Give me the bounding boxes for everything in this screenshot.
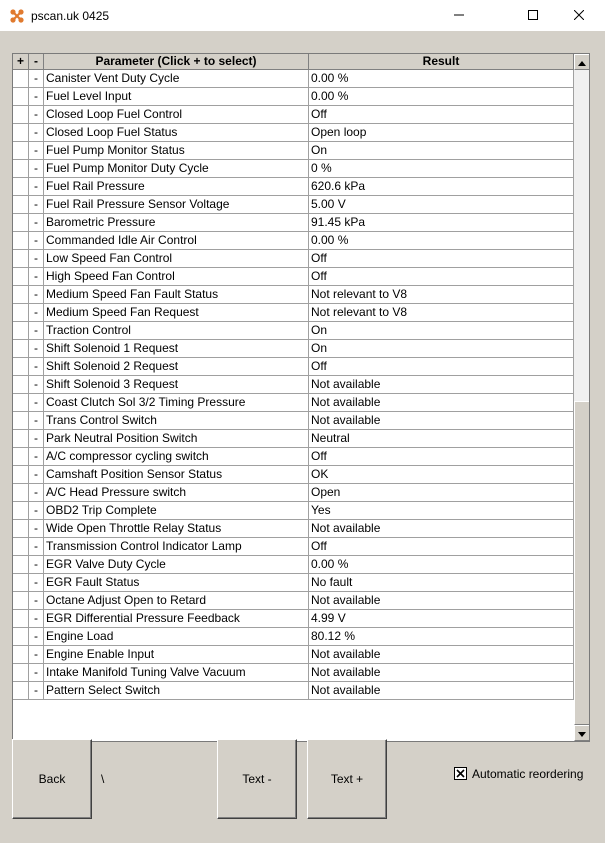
row-remove-cell[interactable]: -: [29, 358, 44, 376]
row-remove-cell[interactable]: -: [29, 412, 44, 430]
table-row[interactable]: [13, 232, 574, 250]
table-row[interactable]: [13, 70, 574, 88]
checkmark-icon: [456, 767, 465, 781]
row-select-cell[interactable]: [13, 412, 29, 430]
parameter-cell: Canister Vent Duty Cycle: [44, 70, 309, 88]
row-select-cell[interactable]: [13, 538, 29, 556]
table-row[interactable]: [13, 430, 574, 448]
result-cell: Not available: [309, 664, 574, 682]
parameter-cell: Fuel Rail Pressure: [44, 178, 309, 196]
row-remove-cell[interactable]: -: [29, 520, 44, 538]
row-select-cell[interactable]: [13, 484, 29, 502]
parameter-cell: OBD2 Trip Complete: [44, 502, 309, 520]
table-row[interactable]: [13, 646, 574, 664]
table-row[interactable]: [13, 340, 574, 358]
result-cell: Not available: [309, 520, 574, 538]
row-select-cell[interactable]: [13, 322, 29, 340]
row-remove-cell[interactable]: -: [29, 124, 44, 142]
parameter-cell: EGR Fault Status: [44, 574, 309, 592]
status-text: \: [101, 772, 105, 786]
minimize-button[interactable]: [436, 0, 482, 31]
row-select-cell[interactable]: [13, 628, 29, 646]
parameter-cell: Park Neutral Position Switch: [44, 430, 309, 448]
parameter-cell: Fuel Pump Monitor Status: [44, 142, 309, 160]
table-row[interactable]: [13, 106, 574, 124]
row-remove-cell[interactable]: -: [29, 646, 44, 664]
parameter-cell: Octane Adjust Open to Retard: [44, 592, 309, 610]
parameter-cell: Camshaft Position Sensor Status: [44, 466, 309, 484]
table-row[interactable]: [13, 358, 574, 376]
title-bar[interactable]: [0, 0, 605, 31]
close-button[interactable]: [556, 0, 602, 31]
scroll-up-arrow-icon: [578, 55, 586, 69]
result-cell: Not relevant to V8: [309, 304, 574, 322]
row-select-cell[interactable]: [13, 502, 29, 520]
table-row[interactable]: [13, 322, 574, 340]
parameter-cell: EGR Valve Duty Cycle: [44, 556, 309, 574]
row-remove-cell[interactable]: -: [29, 502, 44, 520]
result-cell: Yes: [309, 502, 574, 520]
grid-rows: [13, 70, 574, 700]
parameter-cell: A/C Head Pressure switch: [44, 484, 309, 502]
table-row[interactable]: [13, 502, 574, 520]
result-cell: On: [309, 142, 574, 160]
table-row[interactable]: [13, 574, 574, 592]
row-select-cell[interactable]: [13, 124, 29, 142]
result-cell: 0.00 %: [309, 70, 574, 88]
table-row[interactable]: [13, 214, 574, 232]
row-select-cell[interactable]: [13, 358, 29, 376]
table-row[interactable]: [13, 592, 574, 610]
row-select-cell[interactable]: [13, 682, 29, 700]
row-remove-cell[interactable]: -: [29, 682, 44, 700]
result-cell: 0 %: [309, 160, 574, 178]
parameter-cell: Shift Solenoid 3 Request: [44, 376, 309, 394]
result-cell: 4.99 V: [309, 610, 574, 628]
row-remove-cell[interactable]: -: [29, 484, 44, 502]
parameter-cell: Medium Speed Fan Request: [44, 304, 309, 322]
parameter-cell: Trans Control Switch: [44, 412, 309, 430]
result-cell: Not available: [309, 646, 574, 664]
row-select-cell[interactable]: [13, 160, 29, 178]
row-select-cell[interactable]: [13, 214, 29, 232]
row-select-cell[interactable]: [13, 574, 29, 592]
row-select-cell[interactable]: [13, 376, 29, 394]
table-row[interactable]: [13, 160, 574, 178]
result-cell: 91.45 kPa: [309, 214, 574, 232]
automatic-reordering-label[interactable]: Automatic reordering: [472, 767, 584, 781]
column-header-parameter[interactable]: Parameter (Click + to select): [44, 54, 309, 70]
row-select-cell[interactable]: [13, 466, 29, 484]
parameter-cell: Traction Control: [44, 322, 309, 340]
table-row[interactable]: [13, 466, 574, 484]
window-title: pscan.uk 0425: [31, 9, 110, 23]
row-select-cell[interactable]: [13, 178, 29, 196]
result-cell: 0.00 %: [309, 88, 574, 106]
parameter-cell: Fuel Rail Pressure Sensor Voltage: [44, 196, 309, 214]
result-cell: 80.12 %: [309, 628, 574, 646]
result-cell: 620.6 kPa: [309, 178, 574, 196]
table-row[interactable]: [13, 376, 574, 394]
row-select-cell[interactable]: [13, 556, 29, 574]
row-remove-cell[interactable]: -: [29, 250, 44, 268]
row-select-cell[interactable]: [13, 304, 29, 322]
result-cell: 0.00 %: [309, 556, 574, 574]
result-cell: Not available: [309, 376, 574, 394]
table-row[interactable]: [13, 250, 574, 268]
table-row[interactable]: [13, 664, 574, 682]
parameter-cell: Low Speed Fan Control: [44, 250, 309, 268]
row-select-cell[interactable]: [13, 646, 29, 664]
row-remove-cell[interactable]: -: [29, 304, 44, 322]
result-cell: On: [309, 340, 574, 358]
row-select-cell[interactable]: [13, 286, 29, 304]
parameter-cell: Barometric Pressure: [44, 214, 309, 232]
result-cell: Not available: [309, 412, 574, 430]
table-row[interactable]: [13, 556, 574, 574]
row-remove-cell[interactable]: -: [29, 160, 44, 178]
row-remove-cell[interactable]: -: [29, 322, 44, 340]
result-cell: Open: [309, 484, 574, 502]
row-select-cell[interactable]: [13, 448, 29, 466]
table-row[interactable]: [13, 538, 574, 556]
table-row[interactable]: [13, 412, 574, 430]
row-remove-cell[interactable]: -: [29, 214, 44, 232]
row-remove-cell[interactable]: -: [29, 628, 44, 646]
row-remove-cell[interactable]: -: [29, 448, 44, 466]
row-remove-cell[interactable]: -: [29, 610, 44, 628]
row-remove-cell[interactable]: -: [29, 196, 44, 214]
parameter-cell: Commanded Idle Air Control: [44, 232, 309, 250]
row-remove-cell[interactable]: -: [29, 70, 44, 88]
automatic-reordering-checkbox[interactable]: [454, 767, 467, 780]
maximize-button[interactable]: [510, 0, 556, 31]
result-cell: Open loop: [309, 124, 574, 142]
parameter-cell: A/C compressor cycling switch: [44, 448, 309, 466]
table-row[interactable]: [13, 196, 574, 214]
table-row[interactable]: [13, 610, 574, 628]
row-remove-cell[interactable]: -: [29, 88, 44, 106]
row-remove-cell[interactable]: -: [29, 664, 44, 682]
result-cell: Off: [309, 250, 574, 268]
parameter-cell: Closed Loop Fuel Status: [44, 124, 309, 142]
row-select-cell[interactable]: [13, 340, 29, 358]
maximize-icon: [528, 9, 538, 23]
result-cell: Off: [309, 106, 574, 124]
result-cell: Not relevant to V8: [309, 286, 574, 304]
table-row[interactable]: [13, 286, 574, 304]
grid-header: [13, 54, 574, 70]
row-select-cell[interactable]: [13, 70, 29, 88]
parameter-cell: EGR Differential Pressure Feedback: [44, 610, 309, 628]
row-select-cell[interactable]: [13, 106, 29, 124]
scroll-thumb[interactable]: [574, 401, 590, 725]
row-remove-cell[interactable]: -: [29, 538, 44, 556]
row-remove-cell[interactable]: -: [29, 466, 44, 484]
client-area: [0, 31, 605, 843]
row-select-cell[interactable]: [13, 196, 29, 214]
table-row[interactable]: [13, 682, 574, 700]
table-row[interactable]: [13, 484, 574, 502]
row-select-cell[interactable]: [13, 520, 29, 538]
parameter-cell: Coast Clutch Sol 3/2 Timing Pressure: [44, 394, 309, 412]
row-remove-cell[interactable]: -: [29, 430, 44, 448]
result-cell: Off: [309, 538, 574, 556]
result-cell: 0.00 %: [309, 232, 574, 250]
scroll-down-button[interactable]: [574, 725, 590, 741]
row-select-cell[interactable]: [13, 250, 29, 268]
row-select-cell[interactable]: [13, 232, 29, 250]
table-row[interactable]: [13, 304, 574, 322]
result-cell: Not available: [309, 394, 574, 412]
parameter-cell: Fuel Level Input: [44, 88, 309, 106]
parameter-cell: Shift Solenoid 2 Request: [44, 358, 309, 376]
parameter-grid[interactable]: [12, 53, 590, 742]
scroll-down-arrow-icon: [578, 726, 586, 740]
pscan-app-icon: [9, 8, 25, 24]
result-cell: Off: [309, 358, 574, 376]
row-select-cell[interactable]: [13, 394, 29, 412]
row-select-cell[interactable]: [13, 592, 29, 610]
minimize-icon: [454, 9, 464, 23]
row-remove-cell[interactable]: -: [29, 574, 44, 592]
parameter-cell: Wide Open Throttle Relay Status: [44, 520, 309, 538]
parameter-cell: High Speed Fan Control: [44, 268, 309, 286]
row-remove-cell[interactable]: -: [29, 106, 44, 124]
row-select-cell[interactable]: [13, 610, 29, 628]
table-row[interactable]: [13, 520, 574, 538]
parameter-cell: Engine Enable Input: [44, 646, 309, 664]
result-cell: Off: [309, 448, 574, 466]
row-select-cell[interactable]: [13, 664, 29, 682]
table-row[interactable]: [13, 394, 574, 412]
vertical-scrollbar[interactable]: [574, 54, 590, 741]
parameter-cell: Engine Load: [44, 628, 309, 646]
column-header-result[interactable]: Result: [309, 54, 574, 70]
parameter-cell: Transmission Control Indicator Lamp: [44, 538, 309, 556]
close-icon: [574, 9, 584, 23]
row-remove-cell[interactable]: -: [29, 556, 44, 574]
back-button[interactable]: Back: [12, 739, 92, 819]
row-remove-cell[interactable]: -: [29, 394, 44, 412]
row-remove-cell[interactable]: -: [29, 268, 44, 286]
row-remove-cell[interactable]: -: [29, 178, 44, 196]
table-row[interactable]: [13, 178, 574, 196]
table-row[interactable]: [13, 142, 574, 160]
column-header-minus[interactable]: -: [29, 54, 44, 70]
row-remove-cell[interactable]: -: [29, 340, 44, 358]
parameter-cell: Shift Solenoid 1 Request: [44, 340, 309, 358]
result-cell: Neutral: [309, 430, 574, 448]
parameter-cell: Pattern Select Switch: [44, 682, 309, 700]
row-remove-cell[interactable]: -: [29, 592, 44, 610]
table-row[interactable]: [13, 268, 574, 286]
row-select-cell[interactable]: [13, 430, 29, 448]
table-row[interactable]: [13, 448, 574, 466]
row-remove-cell[interactable]: -: [29, 286, 44, 304]
parameter-cell: Fuel Pump Monitor Duty Cycle: [44, 160, 309, 178]
result-cell: Off: [309, 268, 574, 286]
parameter-cell: Intake Manifold Tuning Valve Vacuum: [44, 664, 309, 682]
result-cell: On: [309, 322, 574, 340]
result-cell: Not available: [309, 592, 574, 610]
result-cell: 5.00 V: [309, 196, 574, 214]
table-row[interactable]: [13, 88, 574, 106]
row-select-cell[interactable]: [13, 88, 29, 106]
row-remove-cell[interactable]: -: [29, 232, 44, 250]
result-cell: No fault: [309, 574, 574, 592]
row-remove-cell[interactable]: -: [29, 376, 44, 394]
row-select-cell[interactable]: [13, 268, 29, 286]
row-remove-cell[interactable]: -: [29, 142, 44, 160]
text-plus-button[interactable]: Text +: [307, 739, 387, 819]
table-row[interactable]: [13, 124, 574, 142]
result-cell: Not available: [309, 682, 574, 700]
table-row[interactable]: [13, 628, 574, 646]
row-select-cell[interactable]: [13, 142, 29, 160]
scroll-up-button[interactable]: [574, 54, 590, 70]
column-header-plus[interactable]: +: [13, 54, 29, 70]
parameter-cell: Closed Loop Fuel Control: [44, 106, 309, 124]
parameter-cell: Medium Speed Fan Fault Status: [44, 286, 309, 304]
text-minus-button[interactable]: Text -: [217, 739, 297, 819]
result-cell: OK: [309, 466, 574, 484]
